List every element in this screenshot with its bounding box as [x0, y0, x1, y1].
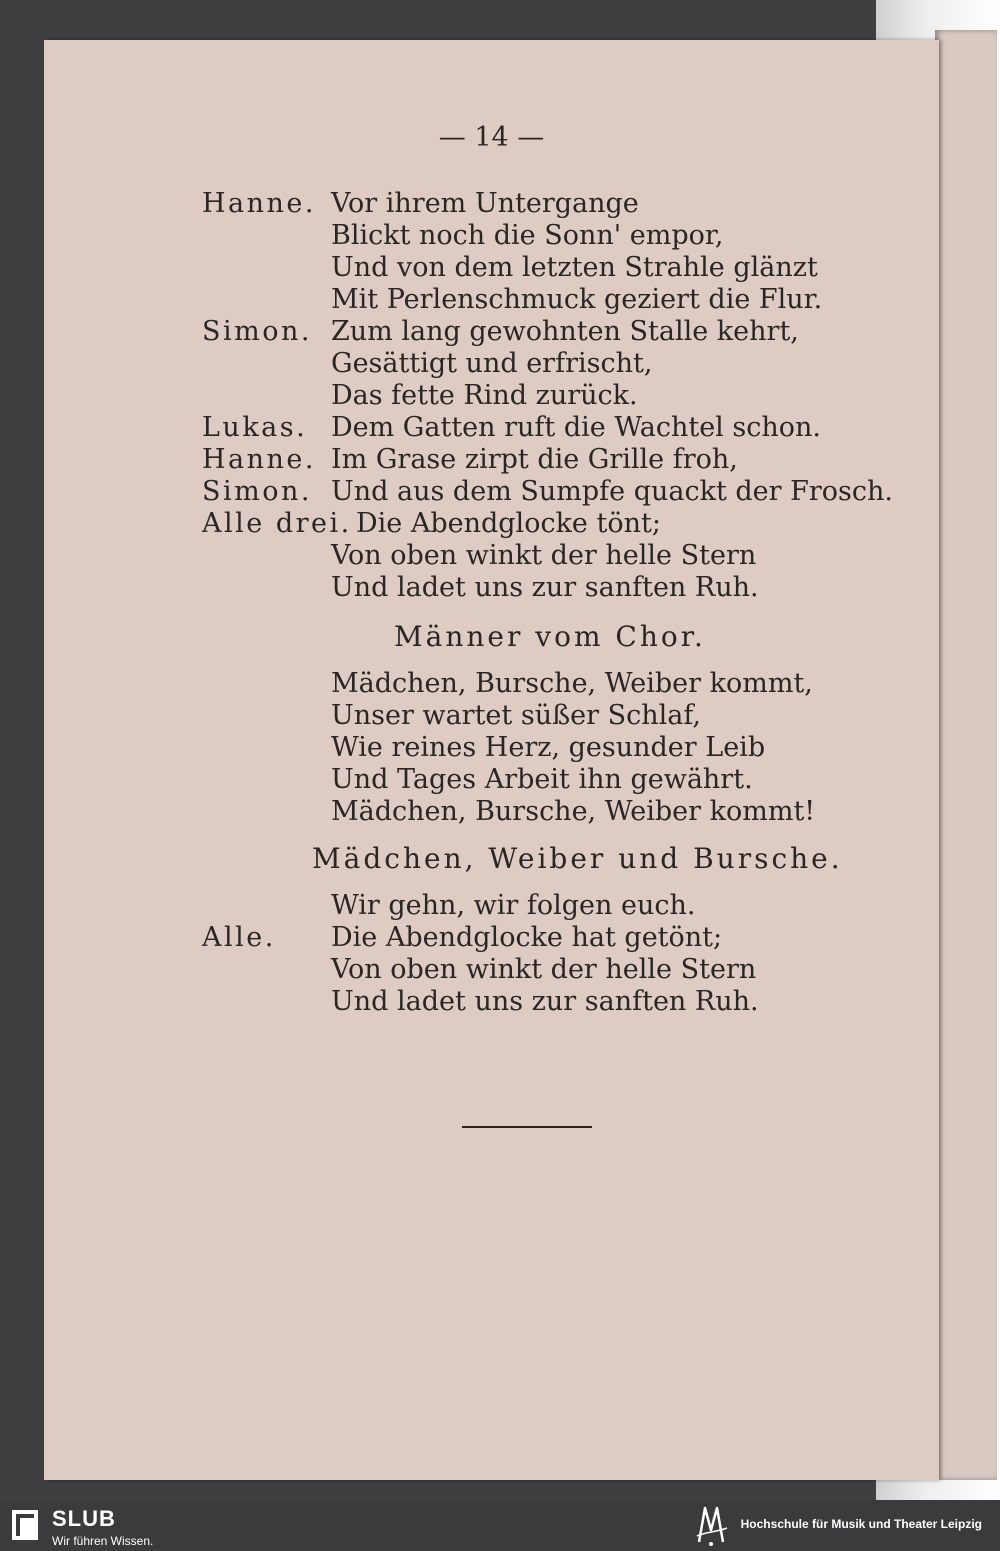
verse-line: Gesättigt und erfrischt,: [331, 348, 653, 379]
book-page: [44, 40, 939, 1480]
verse-line: Und ladet uns zur sanften Ruh.: [331, 986, 759, 1017]
speaker-label: Alle drei.: [202, 508, 352, 539]
verse-line: Im Grase zirpt die Grille froh,: [331, 444, 738, 475]
speaker-label: Alle.: [202, 922, 276, 953]
page-number: — 14 —: [438, 122, 545, 153]
verse-line: Und aus dem Sumpfe quackt der Frosch.: [331, 476, 893, 507]
verse-line: Die Abendglocke hat getönt;: [331, 922, 723, 953]
verse-line: Und Tages Arbeit ihn gewährt.: [331, 764, 753, 795]
verse-line: Und ladet uns zur sanften Ruh.: [331, 572, 759, 603]
chorus-heading: Mädchen, Weiber und Bursche.: [312, 842, 843, 875]
verse-line: Von oben winkt der helle Stern: [331, 954, 757, 985]
verse-line: Die Abendglocke tönt;: [356, 508, 661, 539]
end-rule: [462, 1126, 592, 1128]
speaker-label: Simon.: [202, 476, 312, 507]
hfm-name[interactable]: Hochschule für Musik und Theater Leipzig: [740, 1517, 982, 1531]
next-page-edge: [935, 30, 997, 1480]
verse-line: Von oben winkt der helle Stern: [331, 540, 757, 571]
slub-logo-icon[interactable]: [12, 1510, 38, 1540]
verse-line: Mädchen, Bursche, Weiber kommt!: [331, 796, 816, 827]
hfm-logo-icon[interactable]: [693, 1502, 729, 1548]
verse-line: Dem Gatten ruft die Wachtel schon.: [331, 412, 821, 443]
verse-line: Das fette Rind zurück.: [331, 380, 638, 411]
verse-line: Und von dem letzten Strahle glänzt: [331, 252, 818, 283]
slub-tagline: Wir führen Wissen.: [52, 1534, 154, 1548]
speaker-label: Hanne.: [202, 444, 316, 475]
verse-line: Vor ihrem Untergange: [331, 188, 639, 219]
slub-name[interactable]: SLUB: [52, 1506, 116, 1531]
verse-line: Mädchen, Bursche, Weiber kommt,: [331, 668, 813, 699]
footer-bar: [0, 1500, 1000, 1551]
speaker-label: Lukas.: [202, 412, 308, 443]
verse-line: Mit Perlenschmuck geziert die Flur.: [331, 284, 823, 315]
verse-line: Blickt noch die Sonn' empor,: [331, 220, 724, 251]
verse-line: Unser wartet süßer Schlaf,: [331, 700, 701, 731]
speaker-label: Simon.: [202, 316, 312, 347]
verse-line: Wie reines Herz, gesunder Leib: [331, 732, 766, 763]
chorus-heading: Männer vom Chor.: [394, 620, 706, 653]
verse-line: Wir gehn, wir folgen euch.: [331, 890, 696, 921]
verse-line: Zum lang gewohnten Stalle kehrt,: [331, 316, 799, 347]
speaker-label: Hanne.: [202, 188, 316, 219]
